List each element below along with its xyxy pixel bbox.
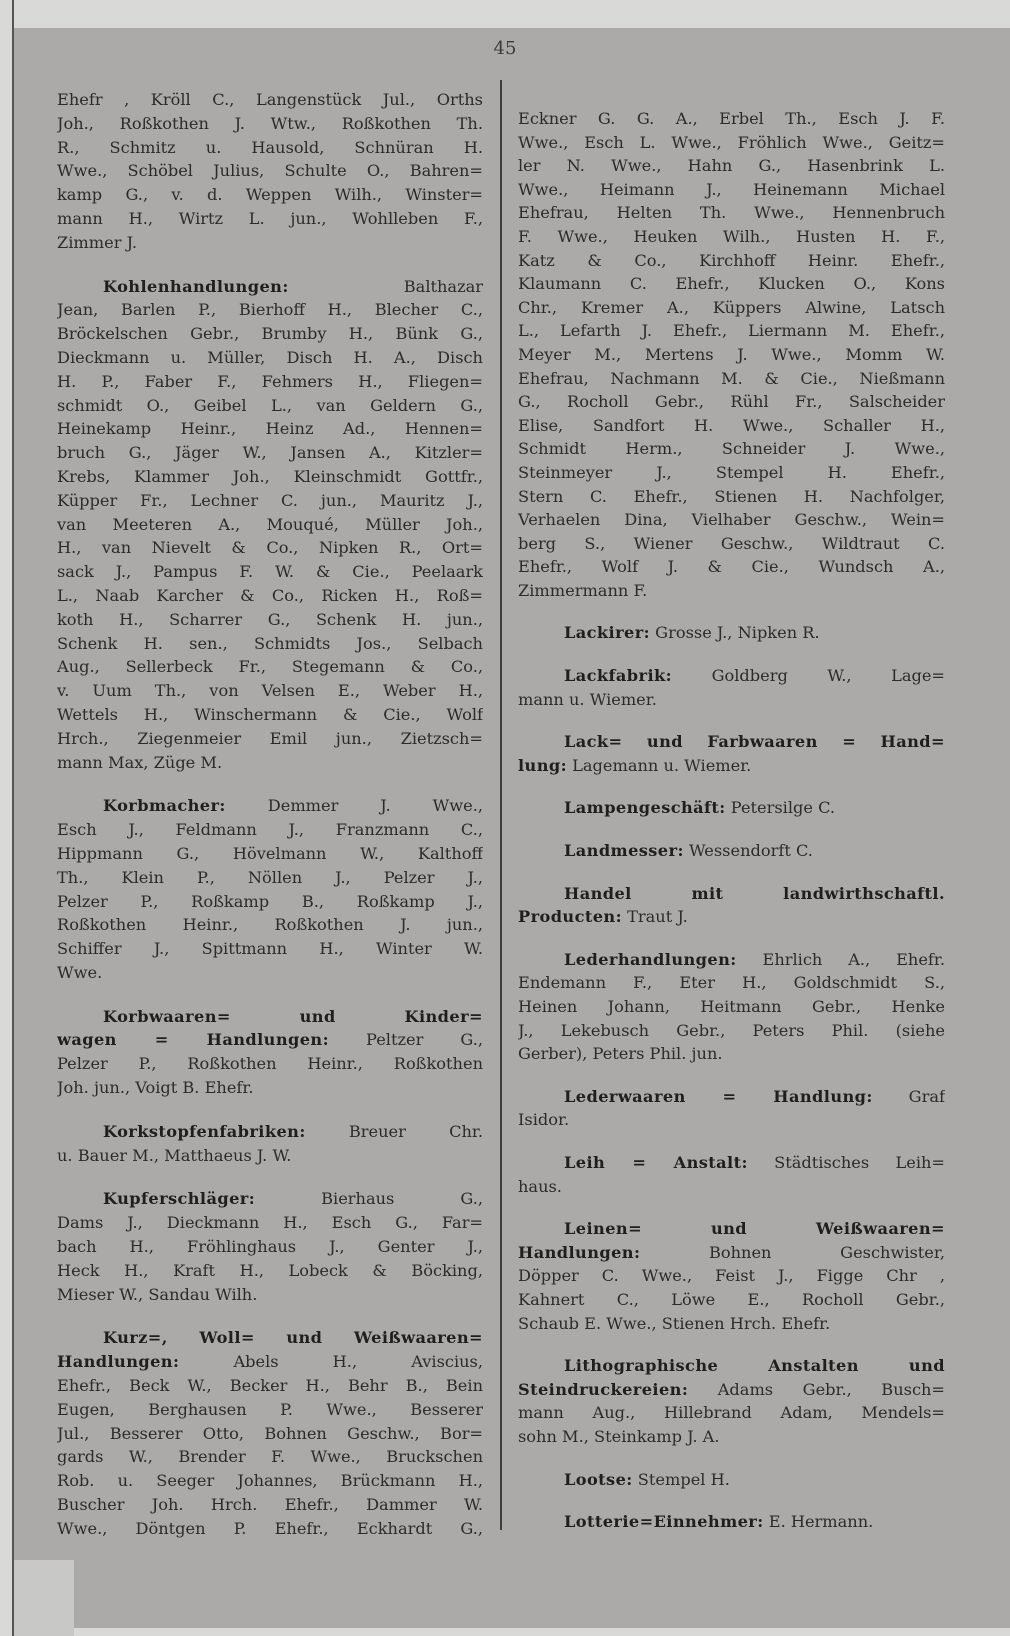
text-line	[518, 1378, 945, 1402]
category-heading: Lack= und Farbwaaren = Hand=	[564, 732, 945, 752]
entry-text: Graf	[872, 1086, 945, 1106]
text-line: Endemann F., Eter H., Goldschmidt S.,	[518, 973, 945, 993]
text-line	[57, 1350, 483, 1374]
category-heading: Kupferschläger:	[103, 1189, 256, 1209]
category-heading: Korbmacher:	[103, 796, 226, 816]
text-line: H. P., Faber F., Fehmers H., Fliegen=	[57, 371, 483, 391]
text-line: Elise, Sandfort H. Wwe., Schaller H.,	[518, 415, 945, 435]
directory-entry	[518, 882, 945, 929]
text-line: Klaumann C. Ehefr., Klucken O., Kons	[518, 274, 945, 294]
directory-entry	[57, 1187, 483, 1306]
directory-entry	[518, 664, 945, 711]
text-line: Heck H., Kraft H., Lobeck & Böcking,	[57, 1260, 483, 1280]
text-line	[518, 1217, 945, 1241]
directory-entry	[57, 794, 483, 984]
text-line: Jean, Barlen P., Bierhoff H., Blecher C.,	[57, 300, 483, 320]
category-heading: Korbwaaren= und Kinder=	[103, 1006, 483, 1026]
text-line: Meyer M., Mertens J. Wwe., Momm W.	[518, 344, 945, 364]
text-line	[518, 882, 945, 906]
entry-text: Breuer Chr.	[305, 1121, 483, 1141]
text-line: Dams J., Dieckmann H., Esch G., Far=	[57, 1213, 483, 1233]
entry-text: Städtisches Leih=	[747, 1152, 945, 1172]
category-heading: Lithographische Anstalten und	[564, 1356, 945, 1376]
text-line: Zimmer J.	[57, 232, 137, 252]
text-line: L., Lefarth J. Ehefr., Liermann M. Ehefr.,	[518, 321, 945, 341]
page-number: 45	[493, 38, 517, 59]
text-line: mann Max, Züge M.	[57, 752, 223, 772]
text-line	[57, 1028, 483, 1052]
entry-text: Lagemann u. Wiemer.	[566, 755, 752, 775]
directory-entry	[518, 1217, 945, 1335]
category-heading: Steindruckereien:	[518, 1379, 689, 1399]
text-line: Kahnert C., Löwe E., Rocholl Gebr.,	[518, 1289, 945, 1309]
entry-text: Peltzer G.,	[328, 1030, 483, 1050]
text-line	[518, 839, 945, 863]
category-heading: Kohlenhandlungen:	[103, 276, 289, 296]
text-line	[57, 1187, 483, 1211]
entry-text: E. Hermann.	[763, 1512, 874, 1532]
text-line: Joh., Roßkothen J. Wtw., Roßkothen Th.	[57, 113, 483, 133]
text-line: Schaub E. Wwe., Stienen Hrch. Ehefr.	[518, 1313, 831, 1333]
text-line	[57, 1005, 483, 1029]
directory-entry	[518, 796, 945, 820]
text-line: Katz & Co., Kirchhoff Heinr. Ehefr.,	[518, 250, 945, 270]
entry-text: Wessendorft C.	[683, 841, 813, 861]
category-heading: Leinen= und Weißwaaren=	[564, 1219, 945, 1239]
text-line: Rob. u. Seeger Johannes, Brückmann H.,	[57, 1471, 483, 1491]
text-line: Wwe., Döntgen P. Ehefr., Eckhardt G.,	[57, 1518, 483, 1538]
text-line	[518, 948, 945, 972]
text-line: Th., Klein P., Nöllen J., Pelzer J.,	[57, 867, 483, 887]
text-line: Pelzer P., Roßkamp B., Roßkamp J.,	[57, 891, 483, 911]
text-line: Schmidt Herm., Schneider J. Wwe.,	[518, 439, 945, 459]
text-line: Buscher Joh. Hrch. Ehefr., Dammer W.	[57, 1495, 483, 1515]
text-line: Schiffer J., Spittmann H., Winter W.	[57, 939, 483, 959]
category-heading: Lederhandlungen:	[564, 949, 737, 969]
text-line: Hippmann G., Hövelmann W., Kalthoff	[57, 843, 483, 863]
text-line: van Meeteren A., Mouqué, Müller Joh.,	[57, 514, 483, 534]
text-line: mann H., Wirtz L. jun., Wohlleben F.,	[57, 208, 483, 228]
text-line	[518, 1468, 945, 1492]
text-line: haus.	[518, 1176, 562, 1196]
directory-entry	[57, 1326, 483, 1540]
text-line: Ehefr , Kröll C., Langenstück Jul., Orths	[57, 90, 483, 109]
text-line: Jul., Besserer Otto, Bohnen Geschw., Bor=	[57, 1423, 483, 1443]
text-line: sohn M., Steinkamp J. A.	[518, 1426, 720, 1446]
text-line: Chr., Kremer A., Küppers Alwine, Latsch	[518, 297, 945, 317]
text-line	[57, 794, 483, 818]
text-line: u. Bauer M., Matthaeus J. W.	[57, 1145, 292, 1165]
entry-text: Adams Gebr., Busch=	[688, 1379, 945, 1399]
text-line: Steinmeyer J., Stempel H. Ehefr.,	[518, 462, 945, 482]
category-heading: Kurz=, Woll= und Weißwaaren=	[103, 1328, 483, 1348]
text-line: Wwe.	[57, 962, 103, 982]
text-line: R., Schmitz u. Hausold, Schnüran H.	[57, 137, 483, 157]
text-line: Ehefr., Beck W., Becker H., Behr B., Bein	[57, 1376, 483, 1396]
directory-entry	[57, 1005, 483, 1100]
directory-entry	[518, 1510, 945, 1534]
text-line: Eckner G. G. A., Erbel Th., Esch J. F.	[518, 109, 945, 128]
text-line: sack J., Pampus F. W. & Cie., Peelaark	[57, 562, 483, 582]
entry-text: Abels H., Aviscius,	[179, 1352, 483, 1372]
text-line: mann Aug., Hillebrand Adam, Mendels=	[518, 1403, 945, 1423]
text-line: Aug., Sellerbeck Fr., Stegemann & Co.,	[57, 657, 483, 677]
text-line: Wettels H., Winschermann & Cie., Wolf	[57, 704, 483, 724]
category-heading: wagen = Handlungen:	[57, 1030, 329, 1050]
category-heading: Lackfabrik:	[564, 666, 672, 686]
entry-text: Traut J.	[621, 907, 688, 927]
text-line	[57, 1120, 483, 1144]
text-line: bach H., Fröhlinghaus J., Genter J.,	[57, 1237, 483, 1257]
entry-text: Ehrlich A., Ehefr.	[736, 949, 945, 969]
entry-text: Demmer J. Wwe.,	[225, 796, 483, 816]
text-line	[518, 754, 945, 778]
text-line	[57, 1326, 483, 1350]
text-line: Ehefrau, Nachmann M. & Cie., Nießmann	[518, 368, 945, 388]
text-line: kamp G., v. d. Weppen Wilh., Winster=	[57, 185, 483, 205]
text-line: Wwe., Heimann J., Heinemann Michael	[518, 179, 945, 199]
text-line: ler N. Wwe., Hahn G., Hasenbrink L.	[518, 156, 945, 176]
text-line: Wwe., Esch L. Wwe., Fröhlich Wwe., Geitz=	[518, 132, 945, 152]
text-line: schmidt O., Geibel L., van Geldern G.,	[57, 395, 483, 415]
text-line: Schenk H. sen., Schmidts Jos., Selbach	[57, 633, 483, 653]
column-left	[57, 88, 483, 1541]
category-heading: Leih = Anstalt:	[564, 1152, 748, 1172]
text-line: v. Uum Th., von Velsen E., Weber H.,	[57, 681, 483, 701]
directory-entry	[518, 1151, 945, 1198]
category-heading: Landmesser:	[564, 841, 684, 861]
directory-entry	[57, 275, 483, 775]
column-right	[518, 88, 945, 1534]
text-line	[518, 621, 945, 645]
text-line: Gerber), Peters Phil. jun.	[518, 1044, 723, 1064]
text-line: J., Lekebusch Gebr., Peters Phil. (siehe	[518, 1020, 945, 1040]
text-line: L., Naab Karcher & Co., Ricken H., Roß=	[57, 585, 483, 605]
text-line: berg S., Wiener Geschw., Wildtraut C.	[518, 533, 945, 553]
text-line: H., van Nievelt & Co., Nipken R., Ort=	[57, 538, 483, 558]
text-line	[518, 664, 945, 688]
text-line: Krebs, Klammer Joh., Kleinschmidt Gottfr.,	[57, 466, 483, 486]
directory-entry	[518, 107, 945, 602]
category-heading: Handlungen:	[57, 1352, 180, 1372]
text-line: Wwe., Schöbel Julius, Schulte O., Bahren=	[57, 161, 483, 181]
category-heading: Lotterie=Einnehmer:	[564, 1512, 764, 1532]
entry-text: Stempel H.	[632, 1469, 730, 1489]
directory-entry	[518, 1354, 945, 1448]
entry-text: Grosse J., Nipken R.	[650, 623, 820, 643]
page-edge	[12, 0, 14, 1636]
entry-text: Bohnen Geschwister,	[640, 1242, 945, 1262]
text-line: F. Wwe., Heuken Wilh., Husten H. F.,	[518, 226, 945, 246]
page-torn-corner	[14, 1560, 74, 1636]
text-line: Joh. jun., Voigt B. Ehefr.	[57, 1078, 254, 1098]
text-line: Zimmermann F.	[518, 580, 648, 600]
text-line: mann u. Wiemer.	[518, 689, 657, 709]
category-heading: Handlungen:	[518, 1242, 641, 1262]
text-line: Eugen, Berghausen P. Wwe., Besserer	[57, 1399, 483, 1419]
category-heading: Korkstopfenfabriken:	[103, 1121, 306, 1141]
text-line: Mieser W., Sandau Wilh.	[57, 1284, 258, 1304]
text-line: Bröckelschen Gebr., Brumby H., Bünk G.,	[57, 324, 483, 344]
entry-text: Goldberg W., Lage=	[671, 666, 945, 686]
text-line: Döpper C. Wwe., Feist J., Figge Chr ,	[518, 1266, 945, 1286]
directory-entry	[518, 839, 945, 863]
text-line: Isidor.	[518, 1110, 570, 1130]
text-line: Pelzer P., Roßkothen Heinr., Roßkothen	[57, 1054, 483, 1074]
text-line: Dieckmann u. Müller, Disch H. A., Disch	[57, 347, 483, 367]
text-line: Stern C. Ehefr., Stienen H. Nachfolger,	[518, 486, 945, 506]
text-line: gards W., Brender F. Wwe., Bruckschen	[57, 1447, 483, 1467]
text-line: Heinekamp Heinr., Heinz Ad., Hennen=	[57, 419, 483, 439]
text-line	[518, 1085, 945, 1109]
text-line: Hrch., Ziegenmeier Emil jun., Zietzsch=	[57, 728, 483, 748]
text-line	[518, 905, 945, 929]
text-line: bruch G., Jäger W., Jansen A., Kitzler=	[57, 443, 483, 463]
text-line: Heinen Johann, Heitmann Gebr., Henke	[518, 997, 945, 1016]
text-line: Ehefr., Wolf J. & Cie., Wundsch A.,	[518, 557, 945, 577]
text-line: Ehefrau, Helten Th. Wwe., Hennenbruch	[518, 203, 945, 223]
text-line: G., Rocholl Gebr., Rühl Fr., Salscheider	[518, 392, 945, 412]
entry-text: Bierhaus G.,	[255, 1189, 483, 1209]
text-line: Roßkothen Heinr., Roßkothen J. jun.,	[57, 915, 483, 935]
text-line	[57, 275, 483, 299]
text-line: Küpper Fr., Lechner C. jun., Mauritz J.,	[57, 490, 483, 510]
text-line	[518, 1510, 945, 1534]
directory-entry	[518, 1468, 945, 1492]
directory-entry	[518, 1085, 945, 1132]
text-line	[518, 796, 945, 820]
text-line: koth H., Scharrer G., Schenk H. jun.,	[57, 609, 483, 629]
category-heading: Lackirer:	[564, 623, 651, 643]
text-line	[518, 1354, 945, 1378]
category-heading: Handel mit landwirthschaftl.	[564, 883, 945, 903]
directory-entry	[518, 948, 945, 1066]
entry-text: Petersilge C.	[725, 798, 836, 818]
text-line	[518, 730, 945, 754]
text-line	[518, 1241, 945, 1265]
directory-entry	[57, 88, 483, 255]
category-heading: Producten:	[518, 907, 622, 927]
text-line: Esch J., Feldmann J., Franzmann C.,	[57, 820, 483, 840]
category-heading: Lederwaaren = Handlung:	[564, 1086, 873, 1106]
entry-text: Balthazar	[288, 276, 483, 296]
category-heading: Lampengeschäft:	[564, 798, 726, 818]
text-line	[518, 1151, 945, 1175]
text-line: Verhaelen Dina, Vielhaber Geschw., Wein=	[518, 510, 945, 530]
directory-entry	[57, 1120, 483, 1168]
category-heading: Lootse:	[564, 1469, 633, 1489]
directory-entry	[518, 621, 945, 645]
category-heading: lung:	[518, 755, 567, 775]
directory-entry	[518, 730, 945, 777]
column-divider	[500, 80, 502, 1530]
